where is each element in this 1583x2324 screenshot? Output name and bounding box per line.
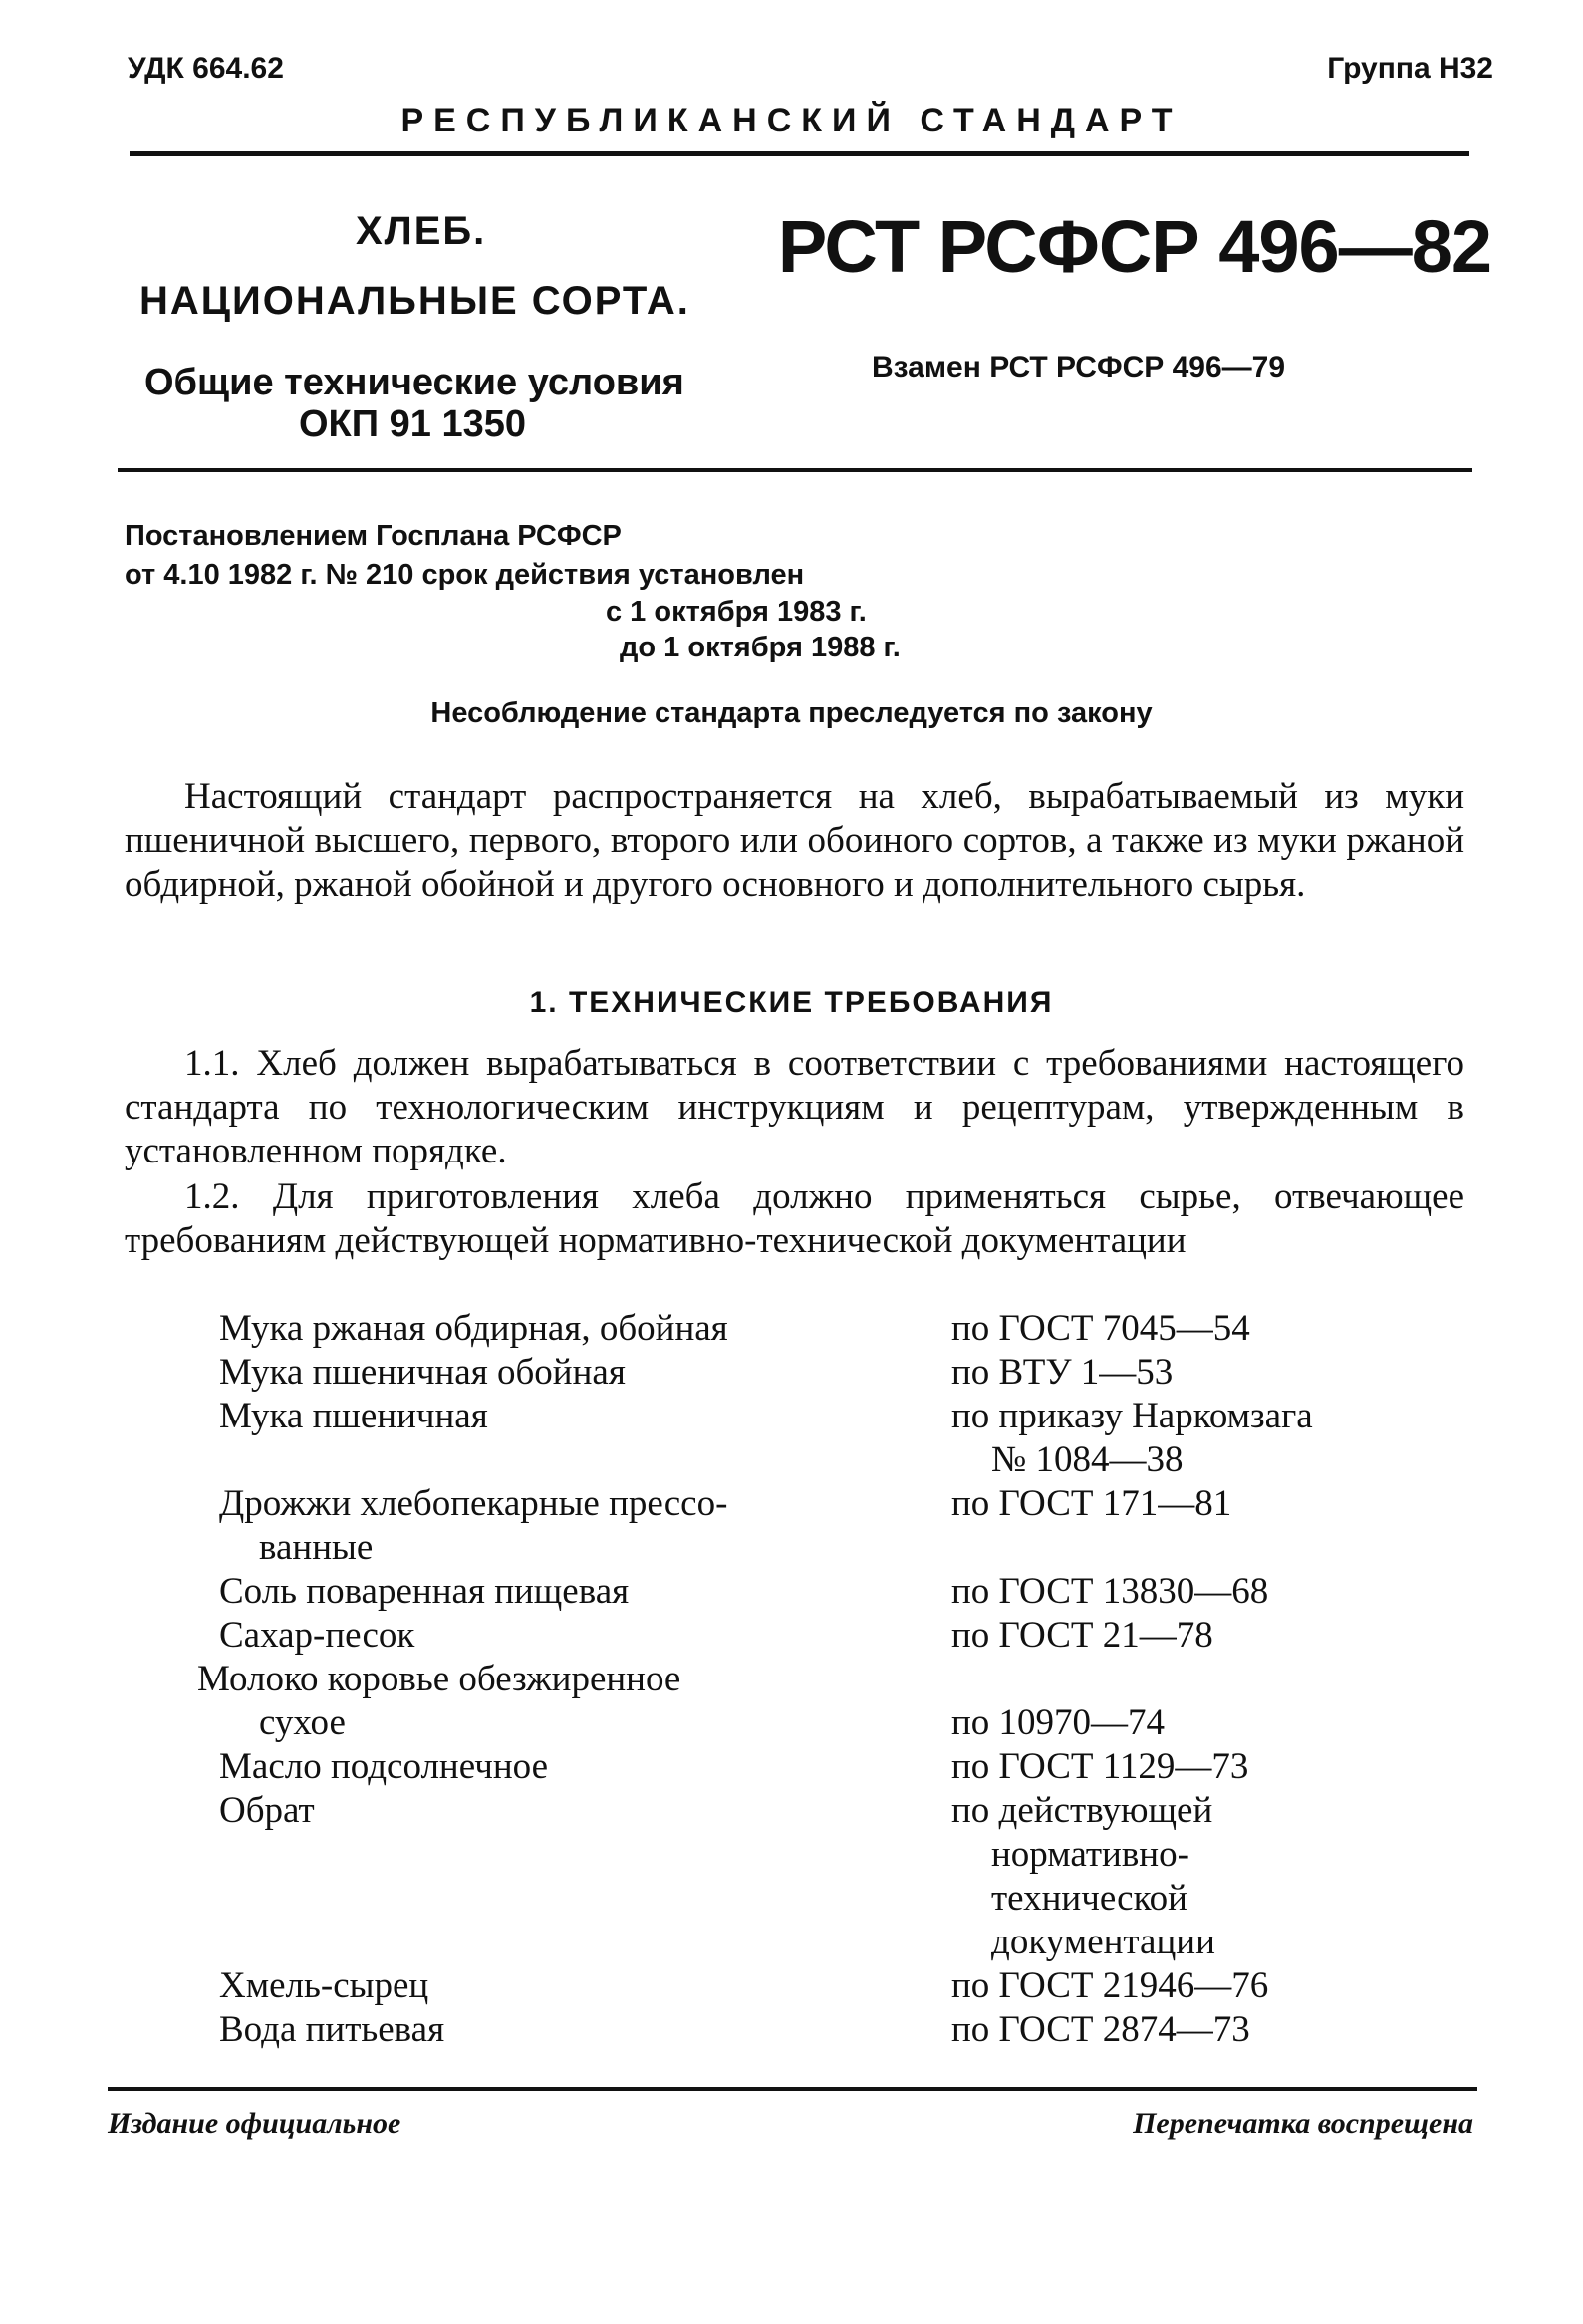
material-ref: по ГОСТ 1129—73 — [951, 1746, 1249, 1787]
group-code: Группа Н32 — [1327, 52, 1493, 85]
top-rule — [130, 151, 1469, 156]
material-ref: по ГОСТ 21946—76 — [951, 1965, 1269, 2006]
material-name-line: Молоко коровье обезжиренное — [197, 1659, 681, 1699]
material-name: Мука ржаная обдирная, обойная — [219, 1308, 728, 1349]
decree-line-1: Постановлением Госплана РСФСР — [125, 520, 622, 552]
legal-warning: Несоблюдение стандарта преследуется по закону — [430, 697, 1153, 729]
material-name: Масло подсолнечное — [219, 1746, 549, 1787]
material-ref — [951, 1395, 1469, 1482]
section-1-heading: 1. ТЕХНИЧЕСКИЕ ТРЕБОВАНИЯ — [529, 986, 1054, 1019]
clause-1-2: 1.2. Для приготовления хлеба должно применяться сырье, отвечающее требованиям действующей нормативно-технической документации — [125, 1176, 1464, 1261]
decree-line-4: до 1 октября 1988 г. — [620, 632, 901, 663]
standard-designation: РСТ РСФСР 496—82 — [777, 205, 1491, 288]
material-name: Мука пшеничная — [219, 1396, 488, 1436]
republic-standard-label: РЕСПУБЛИКАНСКИЙ СТАНДАРТ — [400, 102, 1183, 139]
material-ref: по 10970—74 — [951, 1702, 1166, 1743]
material-name: Соль поваренная пищевая — [219, 1571, 630, 1612]
material-ref-cont: нормативно- — [991, 1834, 1189, 1875]
material-ref: по ГОСТ 7045—54 — [951, 1308, 1250, 1349]
material-ref: по ВТУ 1—53 — [951, 1352, 1174, 1393]
material-name: Мука пшеничная обойная — [219, 1352, 626, 1393]
material-ref: по ГОСТ 171—81 — [951, 1483, 1232, 1524]
material-ref-cont: технической — [991, 1878, 1187, 1919]
title-line-3: Общие технические условия — [144, 362, 684, 403]
material-name: Хмель-сырец — [219, 1965, 429, 2006]
material-name — [197, 1658, 895, 1745]
footer-reprint-prohibited: Перепечатка воспрещена — [1133, 2107, 1473, 2140]
material-ref-cont: документации — [991, 1922, 1215, 1962]
okp-code: ОКП 91 1350 — [299, 403, 526, 445]
title-line-1: ХЛЕБ. — [356, 209, 487, 253]
decree-line-3: с 1 октября 1983 г. — [606, 596, 867, 628]
material-ref-line: по приказу Наркомзага — [951, 1396, 1313, 1436]
material-ref-cont: № 1084—38 — [991, 1439, 1184, 1480]
material-ref: по ГОСТ 21—78 — [951, 1615, 1213, 1656]
title-line-2: НАЦИОНАЛЬНЫЕ СОРТА. — [139, 279, 690, 323]
decree-line-2: от 4.10 1982 г. № 210 срок действия установлен — [125, 559, 805, 591]
footer-rule — [108, 2087, 1477, 2091]
material-name-cont: ванные — [259, 1527, 374, 1568]
replaces-note: Взамен РСТ РСФСР 496—79 — [872, 351, 1286, 384]
intro-paragraph: Настоящий стандарт распространяется на хлеб, вырабатываемый из муки пшеничной высшего, первого, второго или обоиного сортов, а также из муки ржаной обдирной, ржаной обойной и другого основного и дополнительного сырья. — [125, 776, 1464, 904]
material-name: Сахар-песок — [219, 1615, 415, 1656]
material-name-line: Дрожжи хлебопекарные прессо- — [219, 1483, 728, 1524]
material-name — [219, 1482, 917, 1570]
clause-1-1: 1.1. Хлеб должен вырабатываться в соответствии с требованиями настоящего стандарта по технологическим инструкциям и рецептурам, утвержденным в установленном порядке. — [125, 1043, 1464, 1171]
footer-official-edition: Издание официальное — [108, 2107, 401, 2140]
title-rule — [118, 468, 1472, 472]
material-ref: по ГОСТ 2874—73 — [951, 2009, 1250, 2050]
material-ref — [951, 1789, 1469, 1964]
material-name-cont: сухое — [259, 1702, 346, 1743]
material-ref: по ГОСТ 13830—68 — [951, 1571, 1269, 1612]
material-name: Обрат — [219, 1790, 315, 1831]
udk-code: УДК 664.62 — [128, 52, 284, 85]
material-name: Вода питьевая — [219, 2009, 445, 2050]
material-ref-line: по действующей — [951, 1790, 1213, 1831]
